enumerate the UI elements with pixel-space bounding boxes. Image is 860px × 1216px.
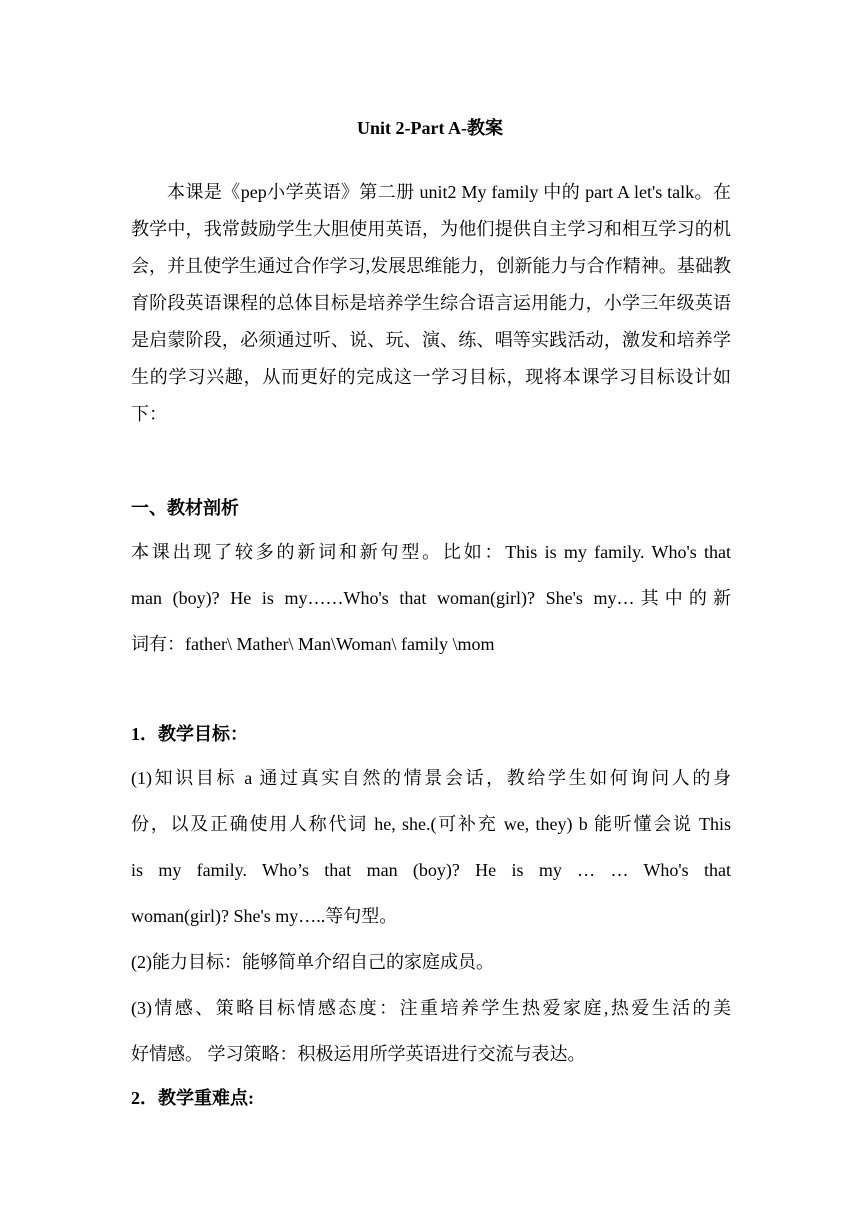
goal1-line-3: is my family. Who’s that man (boy)? He is my … … Who's that	[131, 860, 731, 880]
section-heading-teaching-goals: 1．教学目标：	[131, 724, 248, 744]
goal2-line: (2)能力目标：能够简单介绍自己的家庭成员。	[131, 952, 494, 972]
goal1-line-1: (1)知识目标 a 通过真实自然的情景会话，教给学生如何询问人的身	[131, 768, 731, 788]
analysis-line-1: 本课出现了较多的新词和新句型。比如：This is my family. Who's that	[131, 542, 731, 562]
intro-paragraph	[131, 174, 731, 433]
section-heading-textbook-analysis: 一、教材剖析	[131, 498, 239, 518]
goal1-line-4: woman(girl)? She's my…..等句型。	[131, 906, 398, 926]
document-title: Unit 2-Part A-教案	[357, 118, 503, 138]
section-heading-key-points: 2．教学重难点:	[131, 1088, 254, 1108]
intro-text: 本课是《pep小学英语》第二册 unit2 My family 中的 part A let's talk。在教学中，我常鼓励学生大胆使用英语，为他们提供自主学习和相互学习的机会，并且使学生通过合作学习,发展思维能力，创新能力与合作精神。基础教育阶段英语课程的总体目标是培养学生综合语言运用能力，小学三年级英语是启蒙阶段，必须通过听、说、玩、演、练、唱等实践活动，激发和培养学生的学习兴趣，从而更好的完成这一学习目标，现将本课学习目标设计如下：	[131, 182, 731, 424]
goal3-line-2: 好情感。 学习策略：积极运用所学英语进行交流与表达。	[131, 1044, 586, 1064]
analysis-line-2: man (boy)? He is my……Who's that woman(girl)? She's my…其中的新	[131, 588, 731, 608]
goal3-line-1: (3)情感、策略目标情感态度：注重培养学生热爱家庭,热爱生活的美	[131, 998, 731, 1018]
analysis-line-3: 词有：father\ Mather\ Man\Woman\ family \mom	[131, 634, 495, 654]
goal1-line-2: 份，以及正确使用人称代词 he, she.(可补充 we, they) b 能听懂会说 This	[131, 814, 731, 834]
